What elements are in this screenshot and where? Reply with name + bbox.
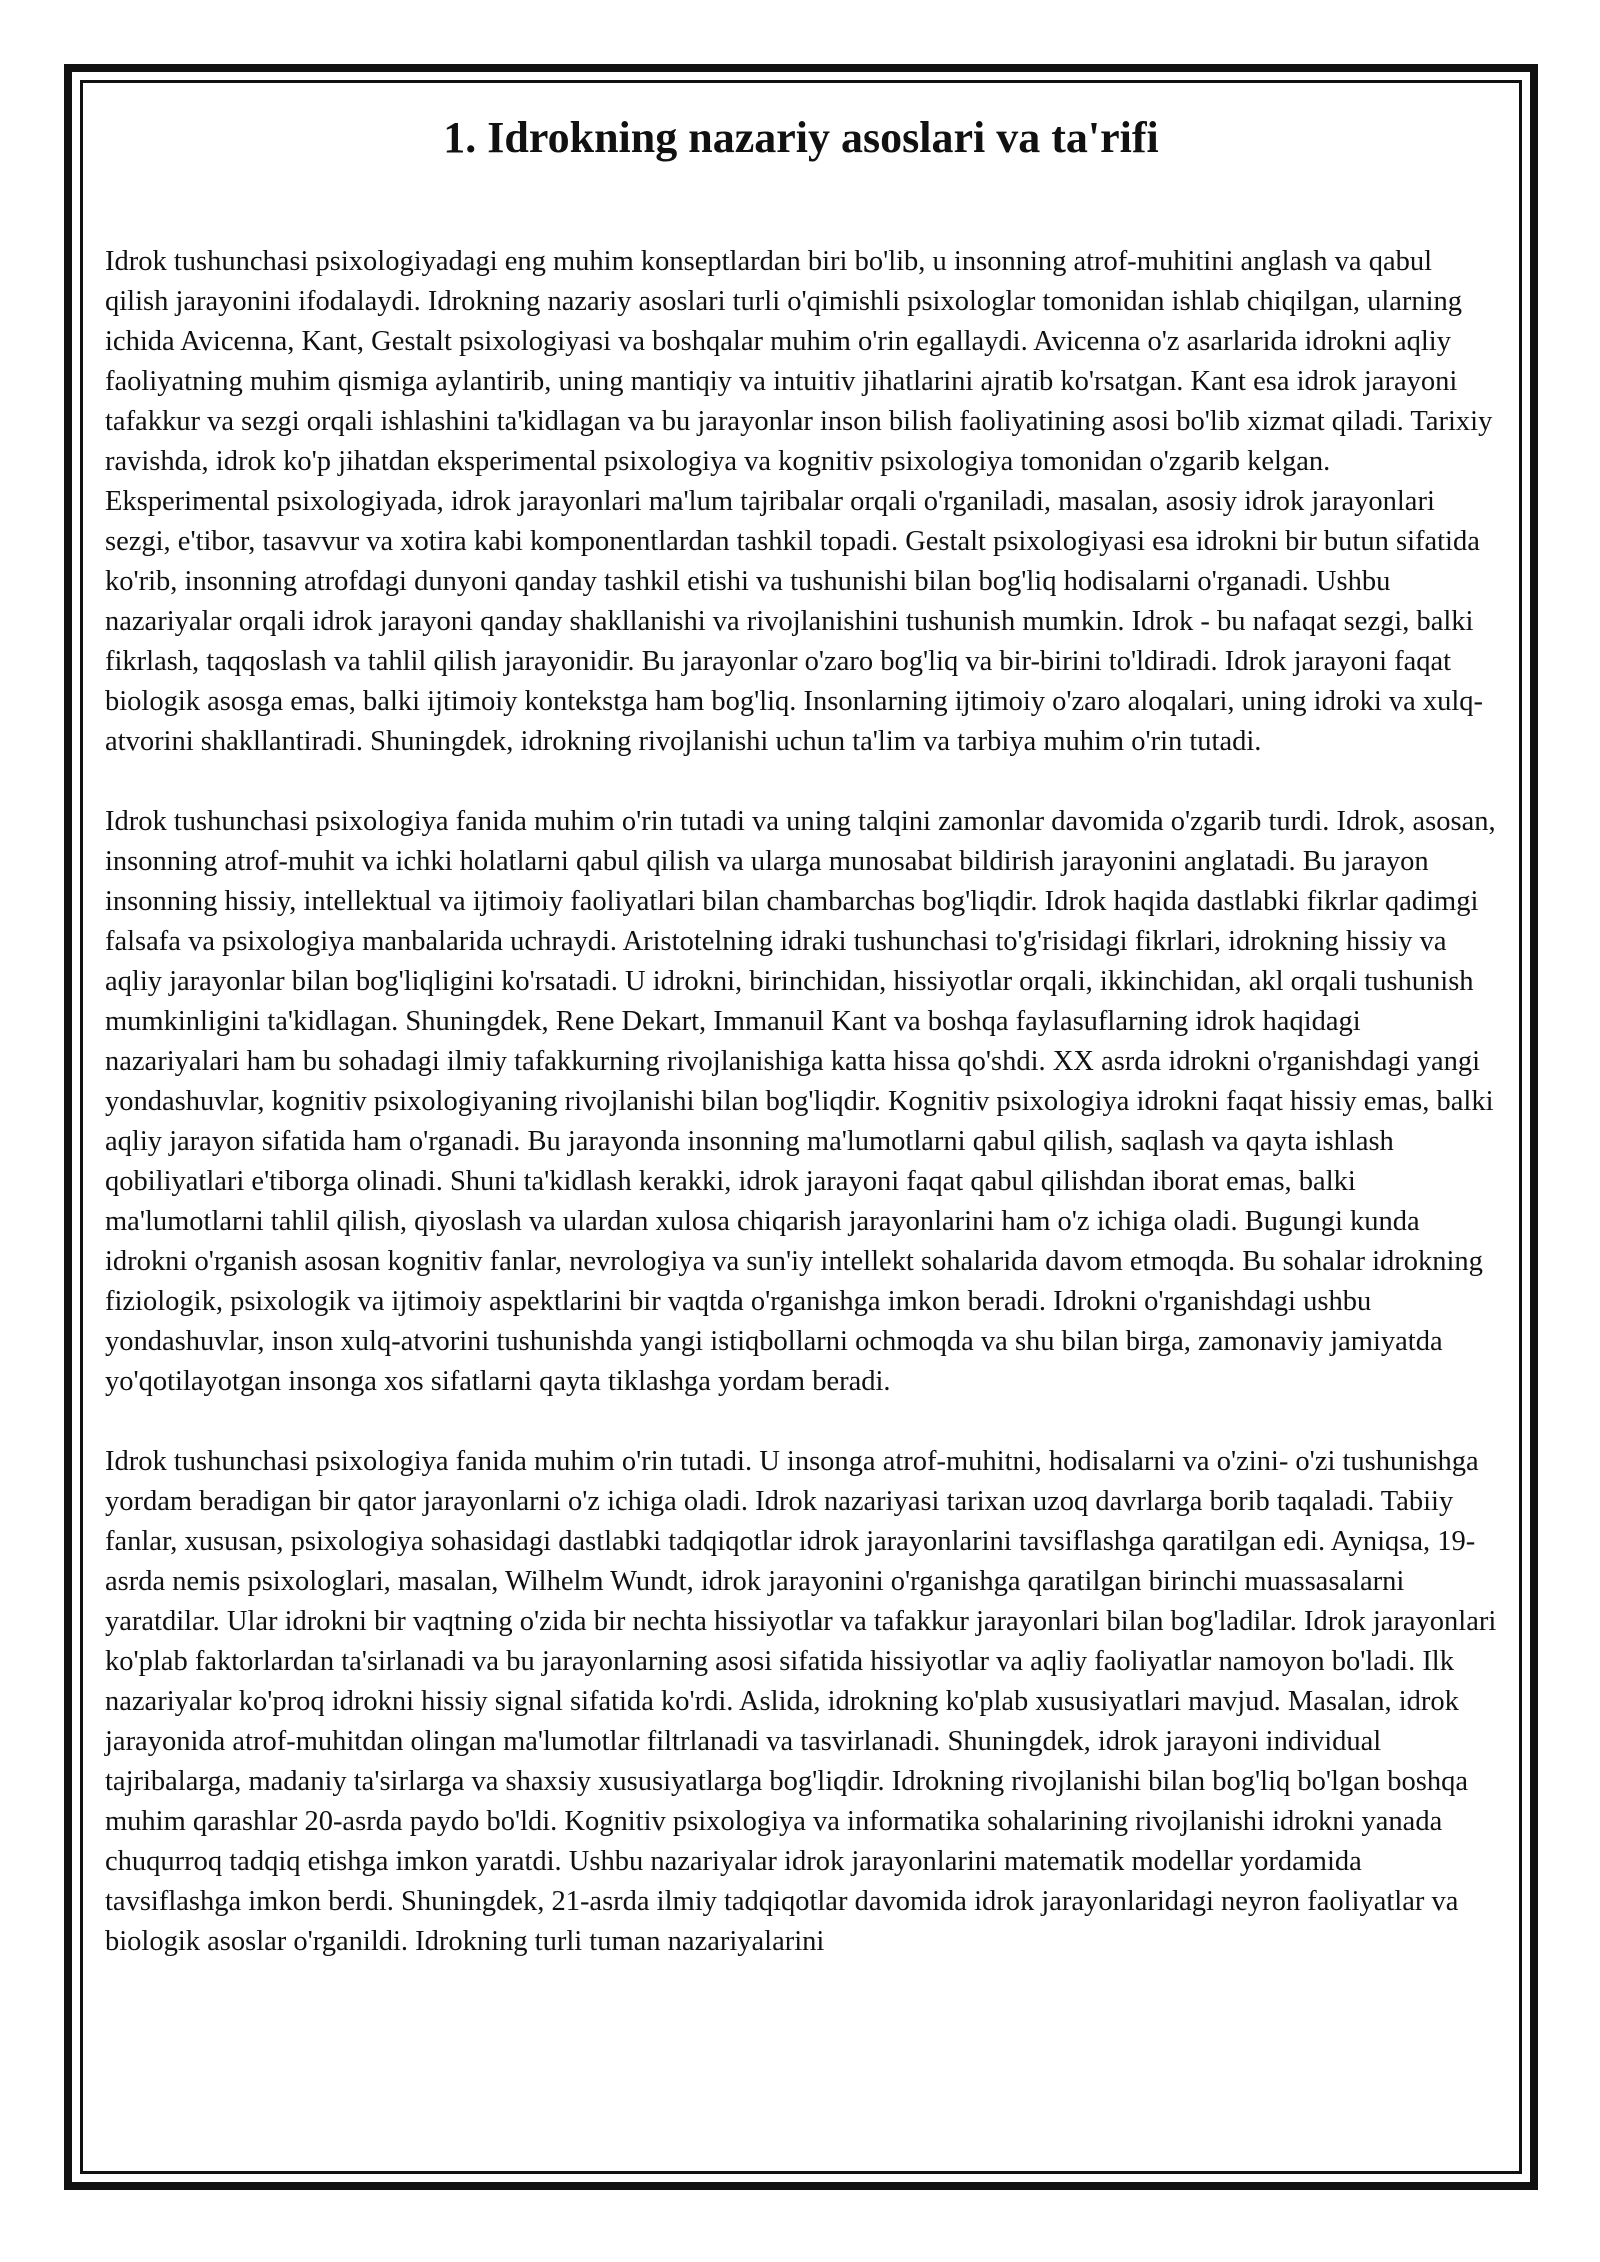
page-outer-border <box>64 64 1538 2190</box>
paragraph-1: Idrok tushunchasi psixologiyadagi eng muhim konseptlardan biri bo'lib, u insonning atrof-muhitini anglash va qabul qilish jarayonini ifodalaydi. Idrokning nazariy asoslari turli o'qimishli psixologlar tomonidan ishlab chiqilgan, ularning ichida Avicenna, Kant, Gestalt psixologiyasi va boshqalar muhim o'rin egallaydi. Avicenna o'z asarlarida idrokni aqliy faoliyatning muhim qismiga aylantirib, uning mantiqiy va intuitiv jihatlarini ajratib ko'rsatgan. Kant esa idrok jarayoni tafakkur va sezgi orqali ishlashini ta'kidlagan va bu jarayonlar inson bilish faoliyatining asosi bo'lib xizmat qiladi. Tarixiy ravishda, idrok ko'p jihatdan eksperimental psixologiya va kognitiv psixologiya tomonidan o'zgarib kelgan. Eksperimental psixologiyada, idrok jarayonlari ma'lum tajribalar orqali o'rganiladi, masalan, asosiy idrok jarayonlari sezgi, e'tibor, tasavvur va xotira kabi komponentlardan tashkil topadi. Gestalt psixologiyasi esa idrokni bir butun sifatida ko'rib, insonning atrofdagi dunyoni qanday tashkil etishi va tushunishi bilan bog'liq hodisalarni o'rganadi. Ushbu nazariyalar orqali idrok jarayoni qanday shakllanishi va rivojlanishini tushunish mumkin. Idrok - bu nafaqat sezgi, balki fikrlash, taqqoslash va tahlil qilish jarayonidir. Bu jarayonlar o'zaro bog'liq va bir-birini to'ldiradi. Idrok jarayoni faqat biologik asosga emas, balki ijtimoiy kontekstga ham bog'liq. Insonlarning ijtimoiy o'zaro aloqalari, uning idroki va xulq-atvorini shakllantiradi. Shuningdek, idrokning rivojlanishi uchun ta'lim va tarbiya muhim o'rin tutadi. <box>105 245 1493 757</box>
page-inner-border <box>80 80 1522 2174</box>
paragraph-3: Idrok tushunchasi psixologiya fanida muhim o'rin tutadi. U insonga atrof-muhitni, hodisalarni va o'zini- o'zi tushunishga yordam beradigan bir qator jarayonlarni o'z ichiga oladi. Idrok nazariyasi tarixan uzoq davrlarga borib taqaladi. Tabiiy fanlar, xususan, psixologiya sohasidagi dastlabki tadqiqotlar idrok jarayonlarini tavsiflashga qaratilgan edi. Ayniqsa, 19-asrda nemis psixologlari, masalan, Wilhelm Wundt, idrok jarayonini o'rganishga qaratilgan birinchi muassasalarni yaratdilar. Ular idrokni bir vaqtning o'zida bir nechta hissiyotlar va tafakkur jarayonlari bilan bog'ladilar. Idrok jarayonlari ko'plab faktorlardan ta'sirlanadi va bu jarayonlarning asosi sifatida hissiyotlar va aqliy faoliyatlar namoyon bo'ladi. Ilk nazariyalar ko'proq idrokni hissiy signal sifatida ko'rdi. Aslida, idrokning ko'plab xususiyatlari mavjud. Masalan, idrok jarayonida atrof-muhitdan olingan ma'lumotlar filtrlanadi va tasvirlanadi. Shuningdek, idrok jarayoni individual tajribalarga, madaniy ta'sirlarga va shaxsiy xususiyatlarga bog'liqdir. Idrokning rivojlanishi bilan bog'liq bo'lgan boshqa muhim qarashlar 20-asrda paydo bo'ldi. Kognitiv psixologiya va informatika sohalarining rivojlanishi idrokni yanada chuqurroq tadqiq etishga imkon yaratdi. Ushbu nazariyalar idrok jarayonlarini matematik modellar yordamida tavsiflashga imkon berdi. Shuningdek, 21-asrda ilmiy tadqiqotlar davomida idrok jarayonlaridagi neyron faoliyatlar va biologik asoslar o'rganildi. Idrokning turli tuman nazariyalarini <box>105 1445 1497 1957</box>
paragraph-2: Idrok tushunchasi psixologiya fanida muhim o'rin tutadi va uning talqini zamonlar davomida o'zgarib turdi. Idrok, asosan, insonning atrof-muhit va ichki holatlarni qabul qilish va ularga munosabat bildirish jarayonini anglatadi. Bu jarayon insonning hissiy, intellektual va ijtimoiy faoliyatlari bilan chambarchas bog'liqdir. Idrok haqida dastlabki fikrlar qadimgi falsafa va psixologiya manbalarida uchraydi. Aristotelning idraki tushunchasi to'g'risidagi fikrlari, idrokning hissiy va aqliy jarayonlar bilan bog'liqligini ko'rsatadi. U idrokni, birinchidan, hissiyotlar orqali, ikkinchidan, akl orqali tushunish mumkinligini ta'kidlagan. Shuningdek, Rene Dekart, Immanuil Kant va boshqa faylasuflarning idrok haqidagi nazariyalari ham bu sohadagi ilmiy tafakkurning rivojlanishiga katta hissa qo'shdi. XX asrda idrokni o'rganishdagi yangi yondashuvlar, kognitiv psixologiyaning rivojlanishi bilan bog'liqdir. Kognitiv psixologiya idrokni faqat hissiy emas, balki aqliy jarayon sifatida ham o'rganadi. Bu jarayonda insonning ma'lumotlarni qabul qilish, saqlash va qayta ishlash qobiliyatlari e'tiborga olinadi. Shuni ta'kidlash kerakki, idrok jarayoni faqat qabul qilishdan iborat emas, balki ma'lumotlarni tahlil qilish, qiyoslash va ulardan xulosa chiqarish jarayonlarini ham o'z ichiga oladi. Bugungi kunda idrokni o'rganish asosan kognitiv fanlar, nevrologiya va sun'iy intellekt sohalarida davom etmoqda. Bu sohalar idrokning fiziologik, psixologik va ijtimoiy aspektlarini bir vaqtda o'rganishga imkon beradi. Idrokni o'rganishdagi ushbu yondashuvlar, inson xulq-atvorini tushunishda yangi istiqbollarni ochmoqda va shu bilan birga, zamonaviy jamiyatda yo'qotilayotgan insonga xos sifatlarni qayta tiklashga yordam beradi. <box>105 805 1496 1397</box>
page-content <box>105 113 1497 2151</box>
section-title: 1. Idrokning nazariy asoslari va ta'rifi <box>443 113 1159 162</box>
